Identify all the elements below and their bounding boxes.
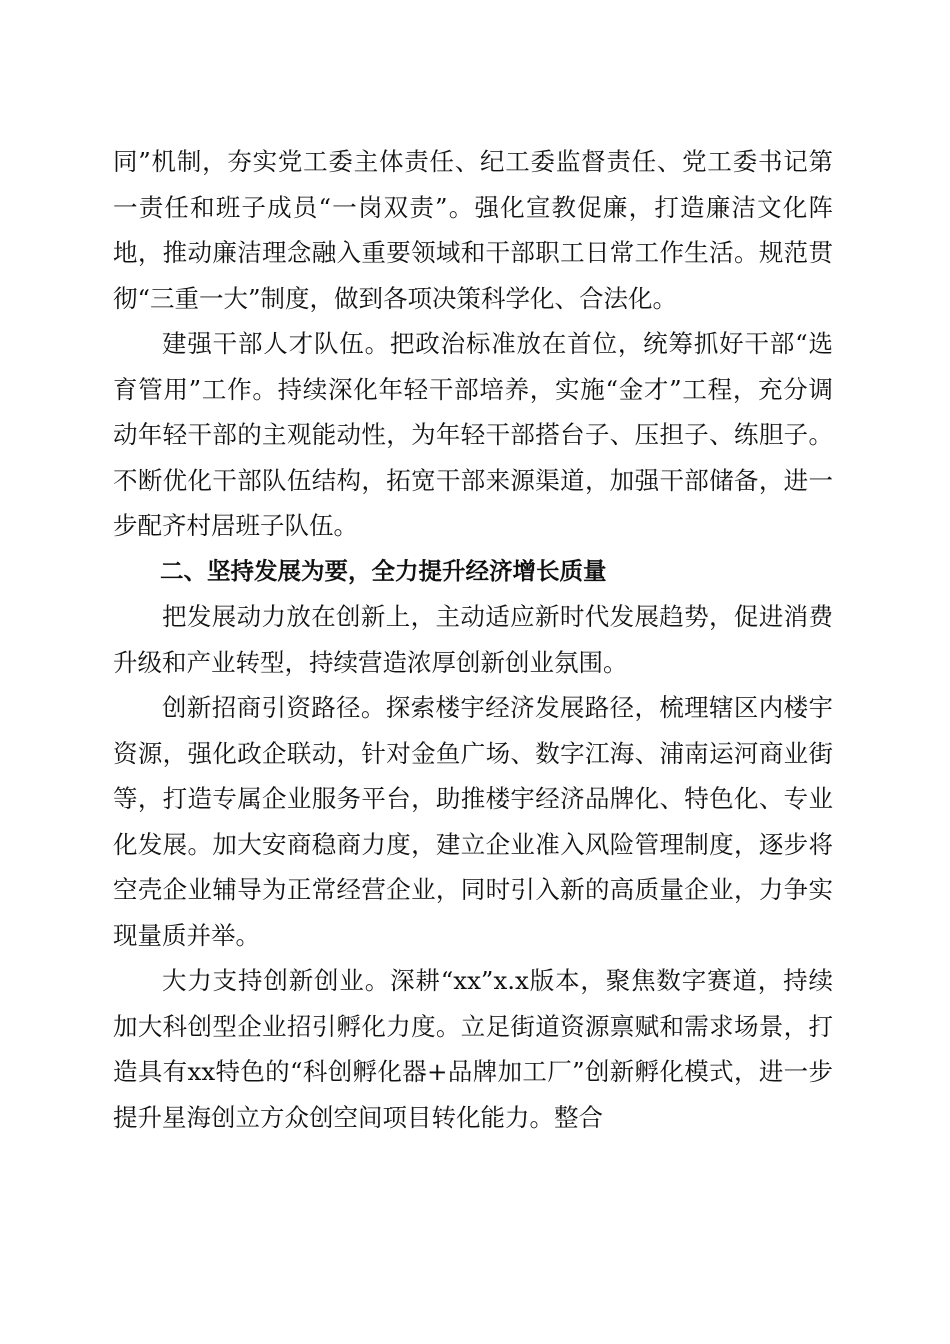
paragraph-cadre-team: 建强干部人才队伍。把政治标准放在首位，统筹抓好干部“选育管用”工作。持续深化年轻干部培养，实施“金才”工程，充分调动年轻干部的主观能动性，为年轻干部搭台子、压担子、练胆子。不断优化干部队伍结构，拓宽干部来源渠道，加强干部储备，进一步配齐村居班子队伍。 xyxy=(113,329,833,540)
document-body xyxy=(113,139,833,1140)
section-heading-2: 二、坚持发展为要，全力提升经济增长质量 xyxy=(160,556,607,585)
paragraph-continuation: 同”机制，夯实党工委主体责任、纪工委监督责任、党工委书记第一责任和班子成员“一岗双责”。强化宣教促廉，打造廉洁文化阵地，推动廉洁理念融入重要领域和干部职工日常工作生活。规范贯彻“三重一大”制度，做到各项决策科学化、合法化。 xyxy=(113,147,833,313)
paragraph-development-intro: 把发展动力放在创新上，主动适应新时代发展趋势，促进消费升级和产业转型，持续营造浓厚创新创业氛围。 xyxy=(113,602,833,677)
paragraph-investment: 创新招商引资路径。探索楼宇经济发展路径，梳理辖区内楼宇资源，强化政企联动，针对金鱼广场、数字江海、浦南运河商业街等，打造专属企业服务平台，助推楼宇经济品牌化、特色化、专业化发展。加大安商稳商力度，建立企业准入风险管理制度，逐步将空壳企业辅导为正常经营企业，同时引入新的高质量企业，力争实现量质并举。 xyxy=(113,693,833,950)
paragraph-innovation: 大力支持创新创业。深耕“xx”x.x版本，聚焦数字赛道，持续加大科创型企业招引孵化力度。立足街道资源禀赋和需求场景，打造具有xx特色的“科创孵化器+品牌加工厂”创新孵化模式，进一步提升星海创立方众创空间项目转化能力。整合 xyxy=(113,966,833,1132)
